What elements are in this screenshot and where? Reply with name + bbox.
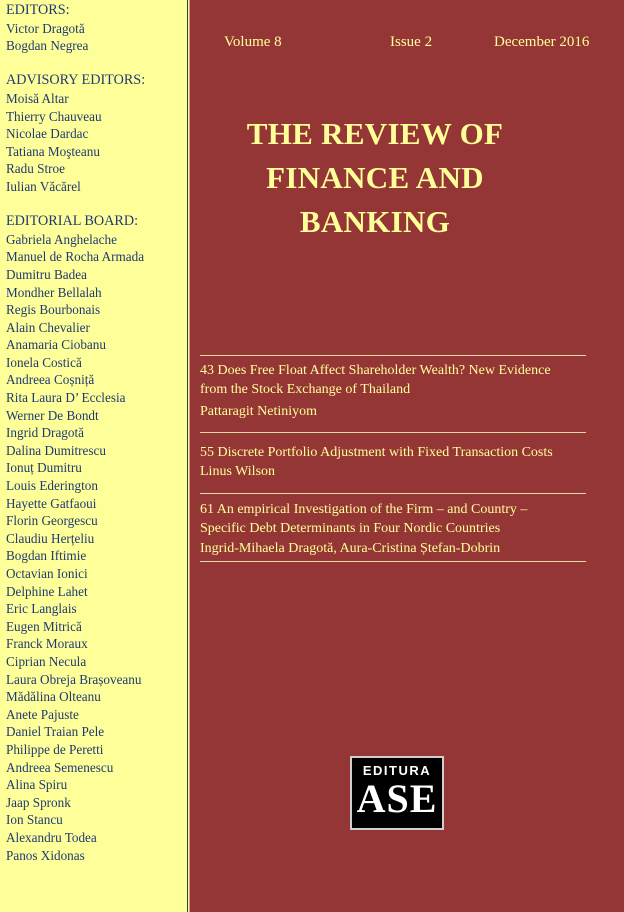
- issue-label: Issue 2: [390, 34, 433, 50]
- editorial-board-member: Delphine Lahet: [6, 583, 88, 599]
- editorial-board-member: Alain Chevalier: [6, 319, 90, 335]
- divider-rule: [200, 432, 586, 433]
- editorial-board-heading: EDITORIAL BOARD:: [6, 213, 139, 230]
- editorial-board-member: Florin Georgescu: [6, 513, 98, 529]
- editorial-board-member: Gabriela Anghelache: [6, 231, 117, 247]
- editorial-board-member: Andreea Coșniță: [6, 372, 95, 388]
- editorial-board-list: [6, 231, 187, 864]
- article-entry: [200, 501, 600, 559]
- divider-rule: [200, 493, 586, 494]
- article-entry: [200, 444, 600, 481]
- editorial-board-member: Ingrid Dragotă: [6, 425, 84, 441]
- editorial-board-member: Dalina Dumitrescu: [6, 442, 106, 458]
- journal-title-line: FINANCE AND: [266, 160, 484, 195]
- logo-top-text: EDITURA: [362, 763, 432, 778]
- advisory-editors-heading: ADVISORY EDITORS:: [6, 72, 146, 89]
- article-title: Specific Debt Determinants in Four Nordic Countries: [200, 520, 501, 536]
- editorial-board-member: Eugen Mitrică: [6, 618, 82, 634]
- advisory-editor-name: Moisă Altar: [6, 90, 69, 106]
- editorial-board-member: Werner De Bondt: [6, 407, 99, 423]
- cover-panel: [189, 0, 624, 912]
- article-title: from the Stock Exchange of Thailand: [200, 381, 411, 397]
- advisory-editor-name: Nicolae Dardac: [6, 126, 89, 142]
- section-gap: [6, 196, 187, 214]
- editorial-board-member: Louis Ederington: [6, 478, 98, 494]
- editorial-board-member: Eric Langlais: [6, 601, 77, 617]
- editorial-board-member: Manuel de Rocha Armada: [6, 249, 145, 265]
- advisory-editor-name: Radu Stroe: [6, 161, 65, 177]
- editor-name: Victor Dragotă: [6, 20, 85, 36]
- article-authors: Linus Wilson: [200, 463, 276, 479]
- editor-name: Bogdan Negrea: [6, 38, 89, 54]
- advisory-editor-name: Thierry Chauveau: [6, 108, 102, 124]
- editorial-board-member: Claudiu Herțeliu: [6, 530, 95, 546]
- editorial-board-member: Dumitru Badea: [6, 266, 87, 282]
- article-authors: Pattaragit Netiniyom: [200, 404, 318, 419]
- editorial-board-member: Regis Bourbonais: [6, 302, 101, 318]
- date-label: December 2016: [494, 34, 590, 50]
- divider-rule: [200, 561, 586, 562]
- journal-title-line: THE REVIEW OF: [246, 116, 504, 151]
- journal-title: [190, 112, 560, 244]
- editorial-board-member: Laura Obreja Brașoveanu: [6, 671, 142, 687]
- article-title: 43 Does Free Float Affect Shareholder Wealth? New Evidence: [200, 363, 551, 378]
- article-title: 55 Discrete Portfolio Adjustment with Fixed Transaction Costs: [200, 445, 553, 460]
- article-title: 61 An empirical Investigation of the Firm – and Country –: [200, 502, 528, 517]
- editorial-board-member: Franck Moraux: [6, 636, 88, 652]
- article-authors: Ingrid-Mihaela Dragotă, Aura-Cristina Ștefan-Dobrin: [200, 541, 501, 556]
- editorial-board-member: Andreea Semenescu: [6, 759, 114, 775]
- editorial-board-member: Jaap Spronk: [6, 794, 71, 810]
- editorial-board-member: Anete Pajuste: [6, 706, 79, 722]
- section-gap: [6, 55, 187, 73]
- editorial-board-member: Octavian Ionici: [6, 566, 88, 581]
- editorial-board-member: Ionela Costică: [6, 354, 82, 370]
- article-entry: [200, 362, 600, 422]
- editorial-board-member: Ciprian Necula: [6, 653, 87, 669]
- editorial-board-member: Ionuț Dumitru: [6, 460, 82, 476]
- editorial-board-member: Philippe de Peretti: [6, 741, 104, 757]
- volume-label: Volume 8: [224, 34, 282, 50]
- divider-rule: [200, 355, 586, 356]
- advisory-editor-name: Tatiana Moşteanu: [6, 143, 100, 159]
- advisory-editor-name: Iulian Văcărel: [6, 178, 81, 194]
- editorial-board-member: Mădălina Olteanu: [6, 689, 101, 705]
- editorial-board-member: Daniel Traian Pele: [6, 724, 105, 740]
- editorial-board-member: Alexandru Todea: [6, 829, 97, 845]
- editorial-sidebar: [0, 0, 188, 912]
- editorial-board-member: Bogdan Iftimie: [6, 548, 87, 564]
- editorial-board-member: Anamaria Ciobanu: [6, 337, 106, 353]
- editorial-board-member: Rita Laura D’ Ecclesia: [6, 390, 126, 406]
- journal-title-line: BANKING: [299, 204, 451, 239]
- logo-main-text: ASE: [356, 776, 438, 821]
- editorial-board-member: Ion Stancu: [6, 812, 63, 828]
- editorial-board-member: Mondher Bellalah: [6, 284, 102, 300]
- editorial-board-member: Hayette Gatfaoui: [6, 495, 97, 511]
- publisher-logo: [350, 756, 444, 830]
- editorial-board-member: Alina Spiru: [6, 777, 68, 793]
- editors-heading: EDITORS:: [6, 2, 70, 18]
- editorial-board-member: Panos Xidonas: [6, 847, 85, 863]
